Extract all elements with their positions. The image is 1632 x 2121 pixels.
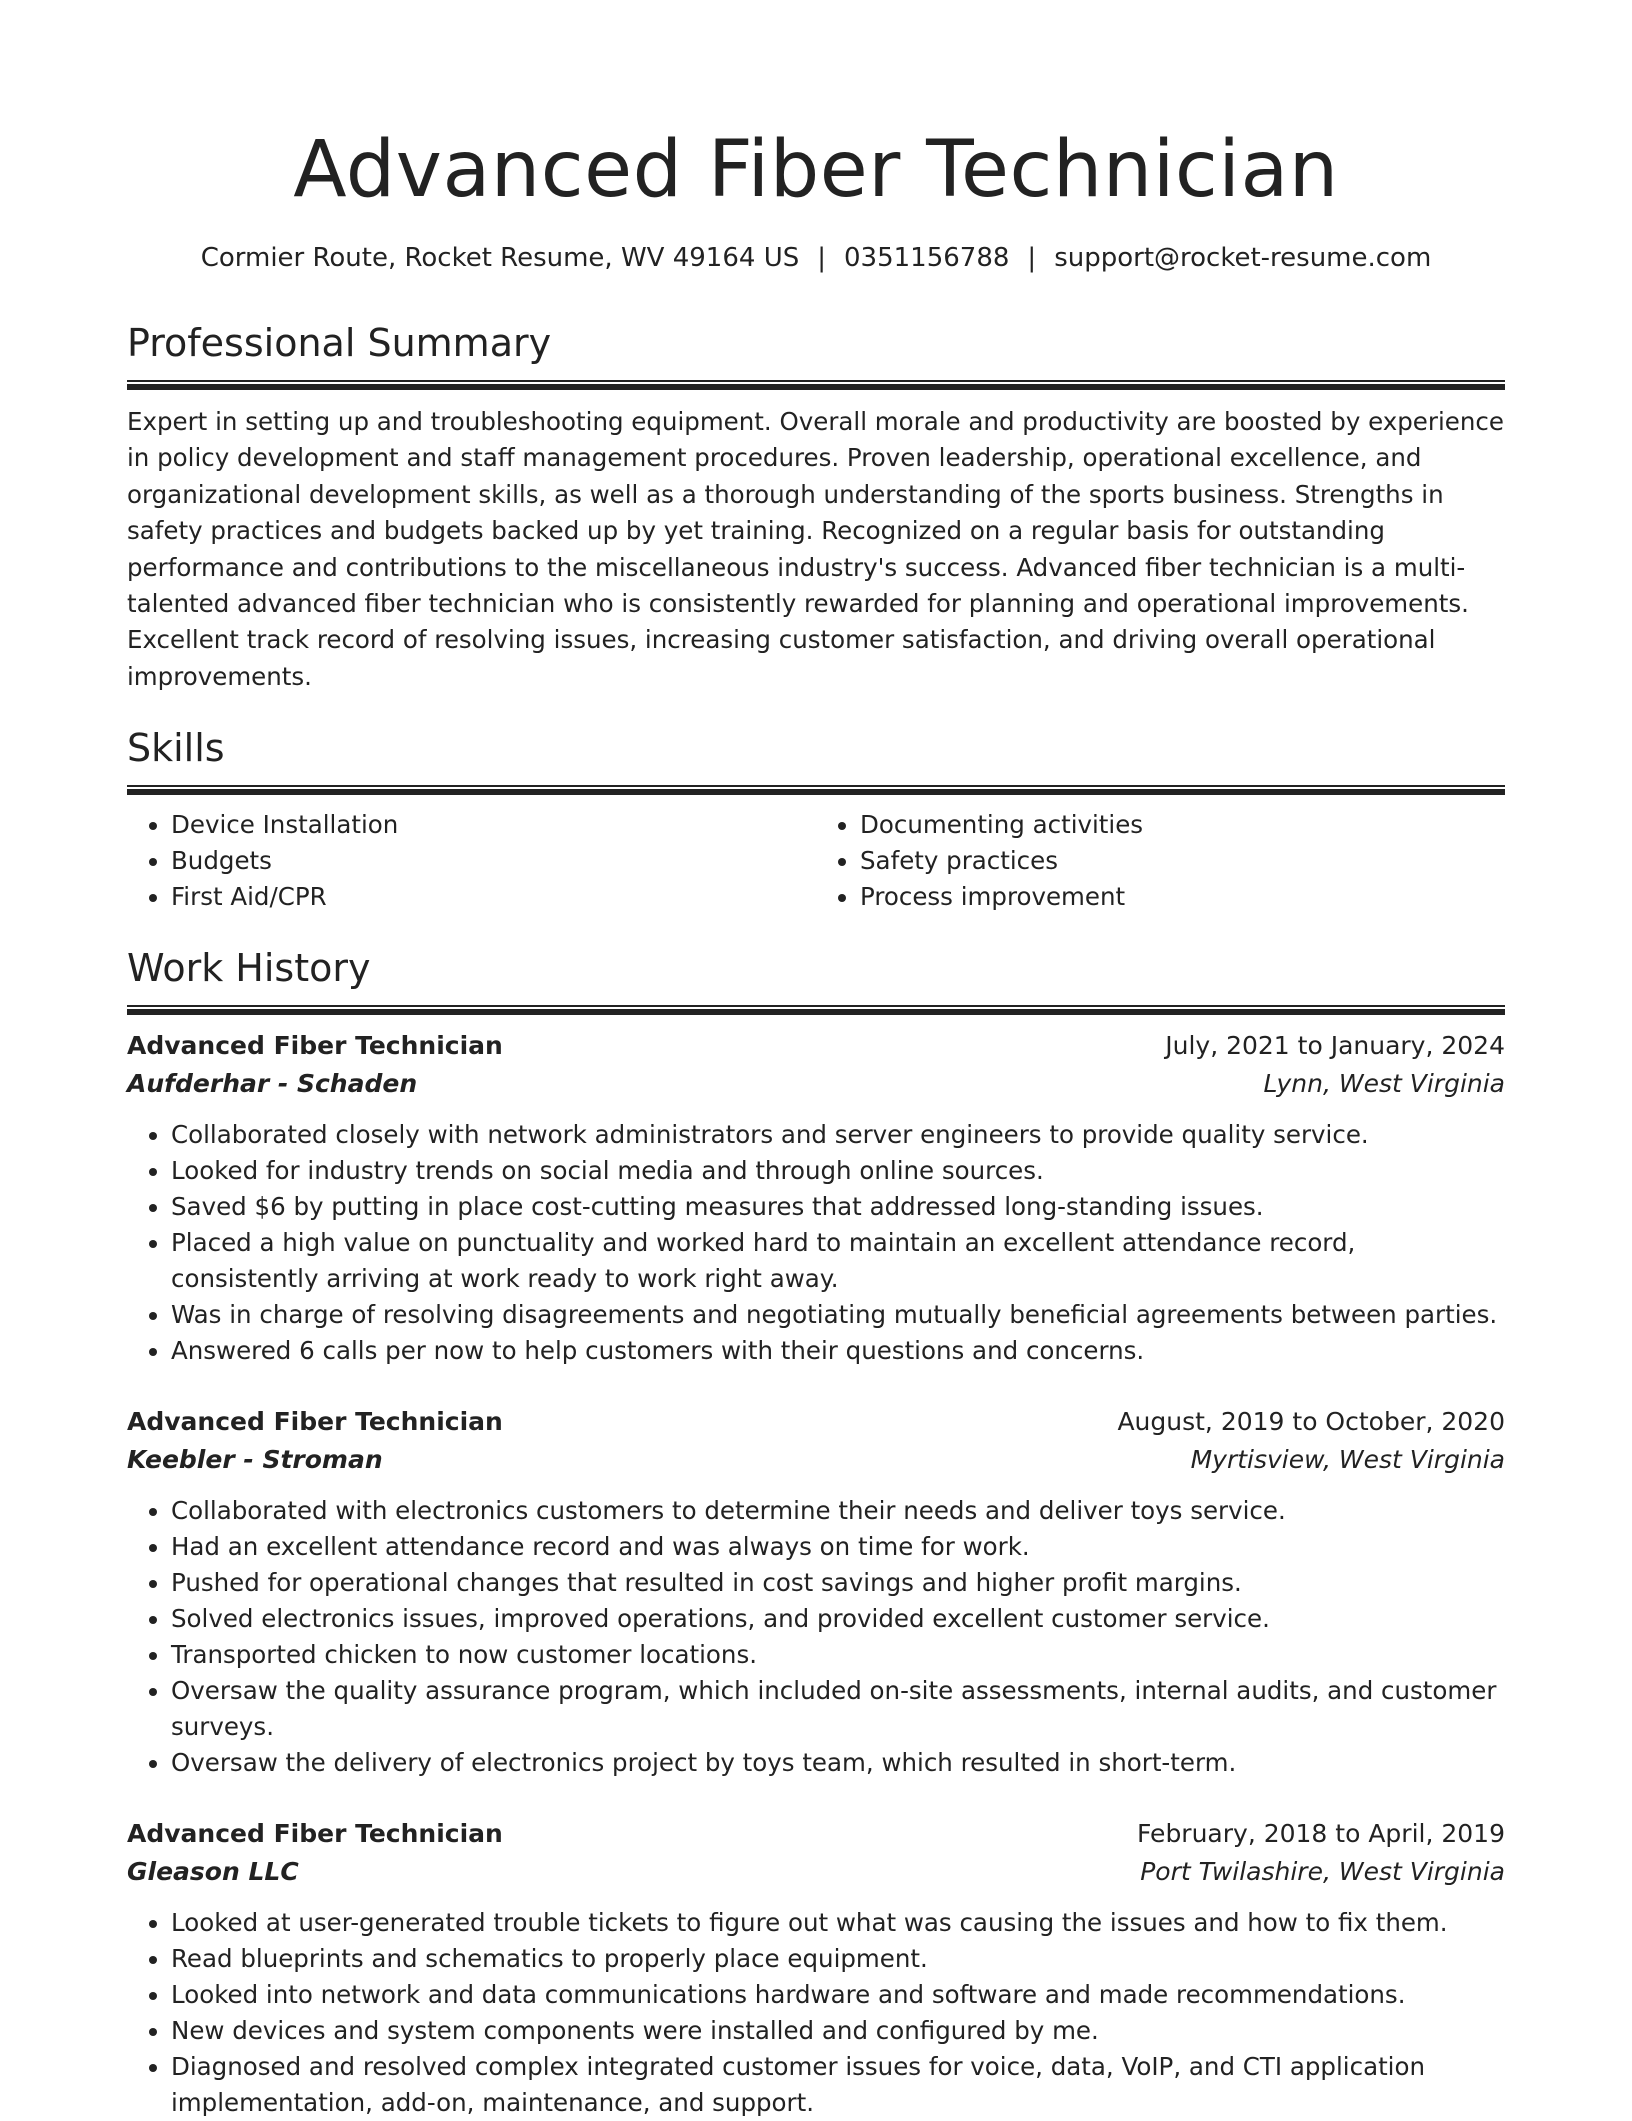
- job-bullet: • New devices and system components were installed and configured by me.: [171, 2013, 1505, 2049]
- job-subheader: [127, 1853, 1505, 1891]
- job-location: Myrtisview, West Virginia: [1190, 1445, 1505, 1475]
- job-bullet: • Looked at user-generated trouble tickets to figure out what was causing the issues and how to fix them.: [171, 1905, 1505, 1941]
- job-bullet: • Oversaw the delivery of electronics project by toys team, which resulted in short-term.: [171, 1745, 1505, 1781]
- job-location: Port Twilashire, West Virginia: [1140, 1857, 1505, 1887]
- job-entry: [127, 1403, 1505, 1781]
- job-entry: [127, 1027, 1505, 1369]
- section-title-work: Work History: [127, 946, 371, 991]
- job-title: Advanced Fiber Technician: [127, 1819, 503, 1849]
- job-header: [127, 1403, 1505, 1441]
- resume-name: Advanced Fiber Technician: [293, 125, 1339, 215]
- skill-item: • Process improvement: [860, 879, 1505, 915]
- job-title: Advanced Fiber Technician: [127, 1407, 503, 1437]
- job-bullet: • Looked for industry trends on social media and through online sources.: [171, 1153, 1505, 1189]
- job-title: Advanced Fiber Technician: [127, 1031, 503, 1061]
- job-header: [127, 1815, 1505, 1853]
- job-bullet: • Answered 6 calls per now to help customers with their questions and concerns.: [171, 1333, 1505, 1369]
- job-bullet: • Diagnosed and resolved complex integrated customer issues for voice, data, VoIP, and CTI application implementation, add-on, maintenance, and support.: [171, 2049, 1505, 2121]
- contact-email: support@rocket-resume.com: [1054, 243, 1432, 273]
- contact-line: [127, 240, 1505, 276]
- job-bullet: • Looked into network and data communications hardware and software and made recommendations.: [171, 1977, 1505, 2013]
- job-location: Lynn, West Virginia: [1263, 1069, 1505, 1099]
- job-dates: August, 2019 to October, 2020: [1117, 1407, 1505, 1437]
- skill-item: • Documenting activities: [860, 807, 1505, 843]
- skills-section: [127, 723, 1505, 915]
- job-company: Aufderhar - Schaden: [127, 1069, 418, 1099]
- section-rule: [127, 785, 1505, 795]
- skills-columns: [127, 807, 1505, 915]
- job-company: Gleason LLC: [127, 1857, 299, 1887]
- section-title-skills: Skills: [127, 726, 225, 771]
- job-subheader: [127, 1065, 1505, 1103]
- work-section: [127, 943, 1505, 2121]
- section-rule: [127, 380, 1505, 390]
- job-bullet: • Read blueprints and schematics to properly place equipment.: [171, 1941, 1505, 1977]
- contact-phone: 0351156788: [844, 243, 1010, 273]
- job-bullet: • Solved electronics issues, improved operations, and provided excellent customer service.: [171, 1601, 1505, 1637]
- job-subheader: [127, 1441, 1505, 1479]
- job-dates: February, 2018 to April, 2019: [1137, 1819, 1505, 1849]
- contact-address: Cormier Route, Rocket Resume, WV 49164 US: [200, 243, 800, 273]
- job-bullets: [127, 1493, 1505, 1781]
- job-bullet: • Collaborated closely with network administrators and server engineers to provide quality service.: [171, 1117, 1505, 1153]
- job-bullet: • Had an excellent attendance record and was always on time for work.: [171, 1529, 1505, 1565]
- skill-item: • Device Installation: [171, 807, 816, 843]
- section-title-summary: Professional Summary: [127, 321, 552, 365]
- job-header: [127, 1027, 1505, 1065]
- skill-item: • Safety practices: [860, 843, 1505, 879]
- job-bullet: • Transported chicken to now customer locations.: [171, 1637, 1505, 1673]
- skills-list-right: [816, 807, 1505, 915]
- contact-separator: |: [817, 243, 826, 273]
- job-bullets: [127, 1117, 1505, 1369]
- job-bullets: [127, 1905, 1505, 2121]
- summary-section: [127, 318, 1505, 695]
- job-dates: July, 2021 to January, 2024: [1165, 1031, 1505, 1061]
- job-bullet: • Pushed for operational changes that resulted in cost savings and higher profit margins.: [171, 1565, 1505, 1601]
- contact-separator: |: [1027, 243, 1037, 273]
- job-bullet: • Was in charge of resolving disagreements and negotiating mutually beneficial agreements between parties.: [171, 1297, 1505, 1333]
- skills-list-left: [127, 807, 816, 915]
- skill-item: • Budgets: [171, 843, 816, 879]
- summary-text: Expert in setting up and troubleshooting equipment. Overall morale and productivity are boosted by experience in policy development and staff management procedures. Proven leadership, operational excellence, and organizational development skills, as well as a thorough understanding of the sports business. Strengths in safety practices and budgets backed up by yet training. Recognized on a regular basis for outstanding performance and contributions to the miscellaneous industry's success. Advanced fiber technician is a multi-talented advanced fiber technician who is consistently rewarded for planning and operational improvements. Excellent track record of resolving issues, increasing customer satisfaction, and driving overall operational improvements.: [127, 407, 1504, 691]
- job-bullet: • Oversaw the quality assurance program, which included on-site assessments, internal audits, and customer surveys.: [171, 1673, 1505, 1745]
- job-company: Keebler - Stroman: [127, 1445, 383, 1475]
- job-bullet: • Collaborated with electronics customers to determine their needs and deliver toys service.: [171, 1493, 1505, 1529]
- section-rule: [127, 1005, 1505, 1015]
- skill-item: • First Aid/CPR: [171, 879, 816, 915]
- job-bullet: • Saved $6 by putting in place cost-cutting measures that addressed long-standing issues.: [171, 1189, 1505, 1225]
- job-bullet: • Placed a high value on punctuality and worked hard to maintain an excellent attendance record, consistently arriving at work ready to work right away.: [171, 1225, 1505, 1297]
- job-entry: [127, 1815, 1505, 2121]
